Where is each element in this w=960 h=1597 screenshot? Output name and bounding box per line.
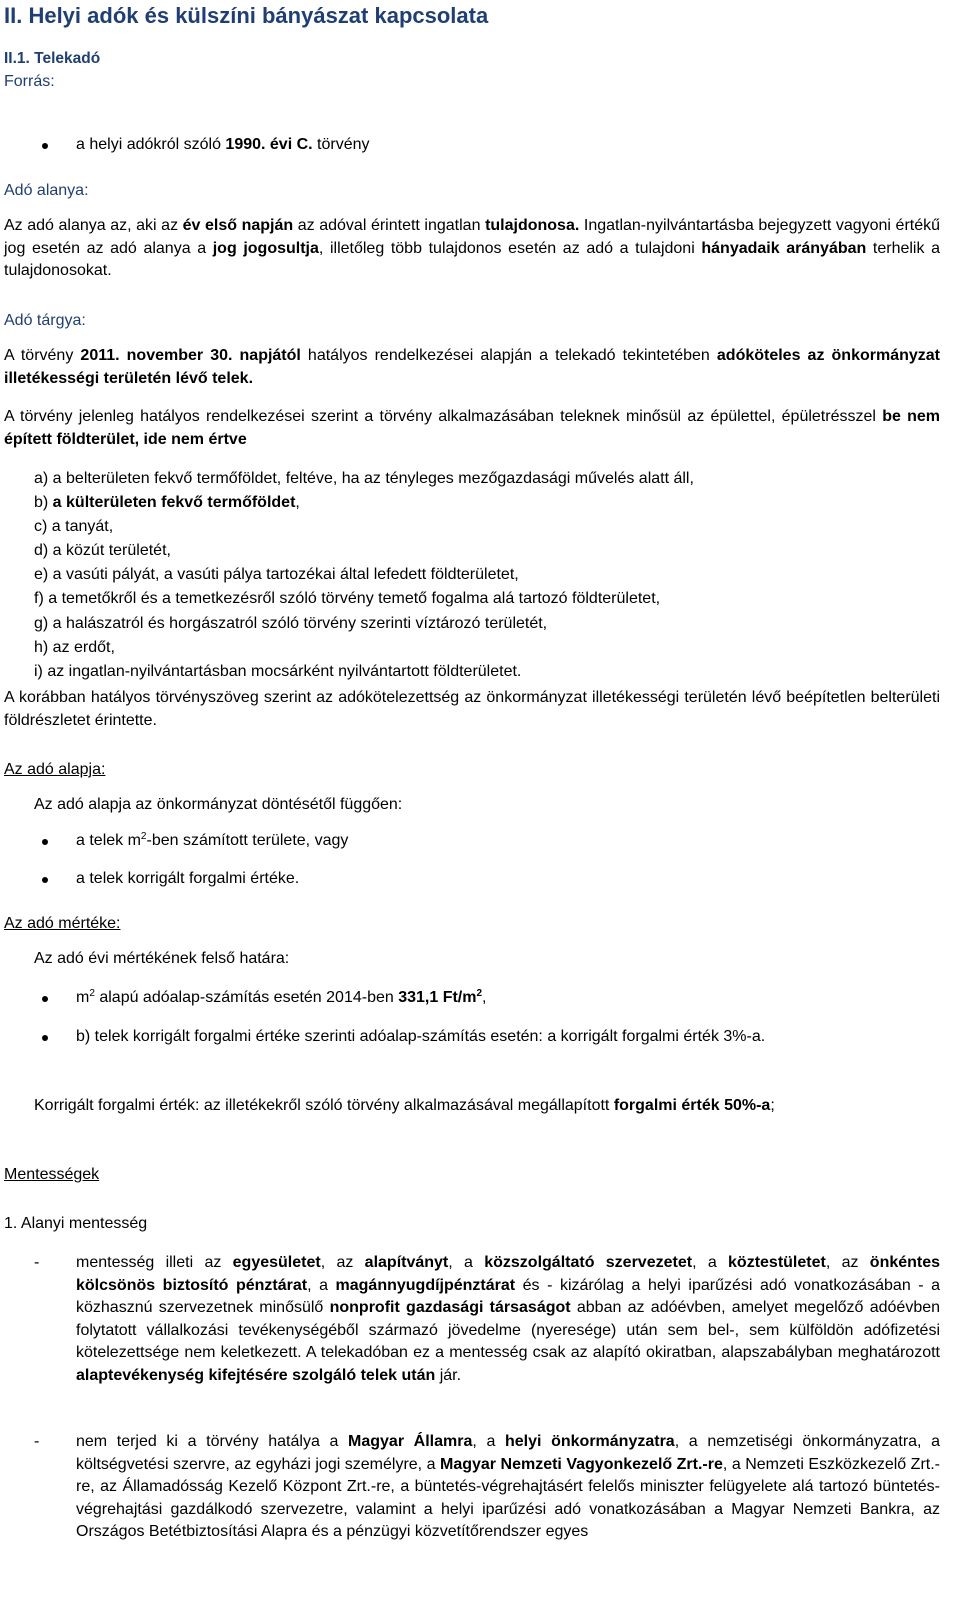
list-item: a) a belterületen fekvő termőföldet, feltéve, ha az tényleges mezőgazdasági művelés alatt áll, bbox=[34, 470, 694, 487]
targy-label: Adó tárgya: bbox=[4, 312, 86, 329]
mentes-item-2: nem terjed ki a törvény hatálya a Magyar Államra, a helyi önkormányzatra, a nemzetiségi önkormányzatra, a költségvetési szervre, az egyházi jogi személyre, a Magyar Nemzeti Vagyonkezelő Zrt.-re, a Nemzeti Eszközkezelő Zrt.-re, az Államadósság Kezelő Központ Zrt.-re, a büntetés-végrehajtásért felelős miniszter felügyelete alá tartozó büntetés-végrehajtási gazdálkodó szervezetre, valamint a helyi iparűzési adó vonatkozásában a Magyar Nemzeti Bankra, az Országos Betétbiztosítási Alapra és a pénzügyi közvetítőrendszer egyes bbox=[76, 1433, 941, 1541]
dash-bullet-icon: - bbox=[34, 1433, 40, 1450]
document-page: II. Helyi adók és külszíni bányászat kapcsolata II.1. Telekadó Forrás: a helyi adókról szóló 1990. évi C. törvény Adó alanya: Az adó alanya az, aki az év első napján az adóval érintett ingatlan tulajdonosa. Ingatlan-nyilvántartásba bejegyzett vagyoni értékű jog esetén az adó alanya a jog jogosultja, illetőleg több tulajdonos esetén az adó a tulajdoni hányadaik arányában terhelik a tulajdonosokat. Adó tárgya: A törvény 2011. november 30. napjától hatályos rendelkezései alapján a telekadó tekintetében adóköteles az önkormányzat illetékességi területén lévő telek. A törvény jelenleg hatályos rendelkezései szerint a törvény alkalmazásában teleknek minősül az épülettel, épületrésszel be nem épített földterület, ide nem értve a) a belterületen fekvő termőföldet, feltéve, ha az tényleges mezőgazdasági művelés alatt áll, b) a külterületen fekvő termőföldet, c) a tanyát, d) a közút területét, e) a vasúti pályát, a vasúti pálya tartozékai által lefedett földterületet, f) a temetőkről és a temetkezésről szóló törvény temető fogalma alá tartozó földterületet, g) a halászatról és horgászatról szóló törvény szerinti víztározó területét, h) az erdőt, i) az ingatlan-nyilvántartásban mocsárként nyilvántartott földterületet. A korábban hatályos törvényszöveg szerint az adókötelezettség az önkormányzat illetékességi területén lévő beépítetlen belterületi földrészletet érintette. Az adó alapja: Az adó alapja az önkormányzat döntésétől függően: a telek $m^2$-ben számított területe, vagy a telek korrigált forgalmi értéke. Az adó mértéke: Az adó évi mértékének felső határa: $m^2$ alapú adóalap-számítás esetén 2014-ben 331,1 $Ft/m^2$, b) telek korrigált forgalmi értéke szerinti adóalap-számítás esetén: a korrigált forgalmi érték 3%-a. Korrigált forgalmi érték: az illetékekről szóló törvény alkalmazásával megállapított forgalmi érték 50%-a; Mentességek 1. Alanyi mentesség - mentesség illeti az egyesületet, az alapítványt, a közszolgáltató szervezetet, a köztestületet, az önkéntes kölcsönös biztosító pénztárat, a magánnyugdíjpénztárat és - kizárólag a helyi iparűzési adó vonatkozásában - a közhasznú szervezetnek minősülő nonprofit gazdasági társaságot abban az adóévben, amelyet megelőző adóévben folytatott vállalkozási tevékenységéből származó jövedelme (nyeresége) után sem bel-, sem külföldön adófizetési kötelezettsége nem keletkezett. A telekadóban ez a mentesség csak az alapító okiratban, alapszabályban meghatározott alaptevékenység kifejtésére szolgáló telek után jár. - nem terjed ki a törvény hatálya a Magyar Államra, a helyi önkormányzatra, a nemzetiségi önkormányzatra, a költségvetési szervre, az egyházi jogi személyre, a Magyar Nemzeti Vagyonkezelő Zrt.-re, a Nemzeti Eszközkezelő Zrt.-re, az Államadósság Kezelő Központ Zrt.-re, a büntetés-végrehajtásért felelős miniszter felügyelete alá tartozó büntetés-végrehajtási gazdálkodó szervezetre, valamint a helyi iparűzési adó vonatkozásában a Magyar Nemzeti Bankra, az Országos Betétbiztosítási Alapra és a pénzügyi közvetítőrendszer egyes bbox=[0, 0, 960, 1597]
mentes-label: Mentességek bbox=[4, 1166, 100, 1183]
page-title: II. Helyi adók és külszíni bányászat kapcsolata bbox=[4, 3, 489, 28]
bullet-icon bbox=[42, 1035, 48, 1041]
targy-paragraph-2: A törvény jelenleg hatályos rendelkezései szerint a törvény alkalmazásában teleknek minősül az épülettel, épületrésszel be nem épített földterület, ide nem értve bbox=[4, 408, 941, 448]
alany-label: Adó alanya: bbox=[4, 182, 89, 199]
list-item: d) a közút területét, bbox=[34, 542, 171, 560]
list-item: b) a külterületen fekvő termőföldet, bbox=[34, 494, 300, 512]
list-item: i) az ingatlan-nyilvántartásban mocsárként nyilvántartott földterületet. bbox=[34, 662, 522, 680]
mertek-intro: Az adó évi mértékének felső határa: bbox=[34, 950, 290, 967]
section-title: II.1. Telekadó bbox=[4, 50, 101, 67]
bullet-icon bbox=[42, 877, 48, 883]
targy-paragraph-3: A korábban hatályos törvényszöveg szerint az adókötelezettség az önkormányzat illetékességi területén lévő beépítetlen belterületi földrészletet érintette. bbox=[4, 689, 940, 729]
mentes-item-1: mentesség illeti az egyesületet, az alapítványt, a közszolgáltató szervezetet, a köztestületet, az önkéntes kölcsönös biztosító pénztárat, a magánnyugdíjpénztárat és - kizárólag a helyi iparűzési adó vonatkozásában - a közhasznú szervezetnek minősülő nonprofit gazdasági társaságot abban az adóévben, amelyet megelőző adóévben folytatott vállalkozási tevékenységéből származó jövedelme (nyeresége) után sem bel-, sem külföldön adófizetési kötelezettsége nem keletkezett. A telekadóban ez a mentesség csak az alapító okiratban, alapszabályban meghatározott alaptevékenység kifejtésére szolgáló telek után jár. bbox=[76, 1254, 941, 1384]
mertek-paragraph: Korrigált forgalmi érték: az illetékekről szóló törvény alkalmazásával megállapított forgalmi érték 50%-a; bbox=[34, 1097, 775, 1114]
list-item: h) az erdőt, bbox=[34, 638, 115, 656]
alap-intro: Az adó alapja az önkormányzat döntésétől függően: bbox=[34, 796, 403, 813]
list-item: g) a halászatról és horgászatról szóló törvény szerinti víztározó területét, bbox=[34, 614, 548, 632]
list-item: f) a temetőkről és a temetkezésről szóló törvény temető fogalma alá tartozó földterületet, bbox=[34, 590, 661, 608]
dash-bullet-icon: - bbox=[34, 1254, 40, 1271]
bullet-icon bbox=[42, 143, 48, 149]
targy-paragraph-1: A törvény 2011. november 30. napjától hatályos rendelkezései alapján a telekadó tekintetében adóköteles az önkormányzat illetékességi területén lévő telek. bbox=[4, 347, 940, 387]
mentes-sub-label: 1. Alanyi mentesség bbox=[4, 1215, 148, 1232]
bullet-icon bbox=[42, 839, 48, 845]
forras-label: Forrás: bbox=[4, 73, 55, 90]
telek-exclusion-list bbox=[34, 467, 934, 684]
bullet-icon bbox=[42, 996, 48, 1002]
forras-text: a helyi adókról szóló 1990. évi C. törvény bbox=[76, 136, 370, 153]
list-item: e) a vasúti pályát, a vasúti pálya tartozékai által lefedett földterületet, bbox=[34, 566, 519, 584]
list-item: c) a tanyát, bbox=[34, 518, 114, 536]
alap-label: Az adó alapja: bbox=[4, 761, 106, 778]
mertek-label: Az adó mértéke: bbox=[4, 915, 121, 932]
alany-paragraph: Az adó alanya az, aki az év első napján az adóval érintett ingatlan tulajdonosa. Ingatlan-nyilvántartásba bejegyzett vagyoni értékű jog esetén az adó alanya a jog jogosultja, illetőleg több tulajdonos esetén az adó a tulajdoni hányadaik arányában terhelik a tulajdonosokat. bbox=[4, 217, 941, 279]
